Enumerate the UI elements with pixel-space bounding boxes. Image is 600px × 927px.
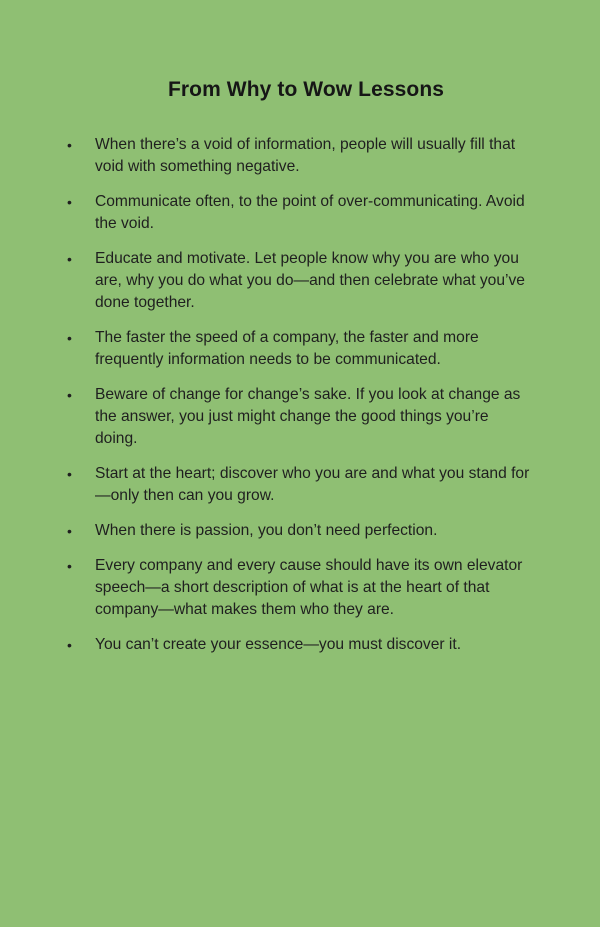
lesson-text: Educate and motivate. Let people know why you are who you are, why you do what you do—and then celebrate what you’ve done together. — [95, 250, 525, 311]
lessons-list — [64, 134, 534, 669]
lesson-text: Start at the heart; discover who you are and what you stand for—only then can you grow. — [95, 465, 530, 504]
list-item — [64, 520, 534, 542]
list-item — [64, 248, 534, 314]
list-item — [64, 555, 534, 621]
lesson-text: When there’s a void of information, people will usually fill that void with something negative. — [95, 136, 516, 175]
page-title: From Why to Wow Lessons — [167, 78, 445, 101]
lesson-text: The faster the speed of a company, the faster and more frequently information needs to be communicated. — [95, 329, 479, 368]
list-item — [64, 191, 534, 235]
bullet-icon: • — [67, 137, 72, 153]
lesson-text: When there is passion, you don’t need perfection. — [95, 522, 438, 539]
bullet-icon: • — [67, 466, 72, 482]
list-item — [64, 634, 534, 656]
bullet-icon: • — [67, 194, 72, 210]
bullet-icon: • — [67, 330, 72, 346]
bullet-icon: • — [67, 558, 72, 574]
lesson-text: Every company and every cause should have its own elevator speech—a short description of what is at the heart of that company—what makes them who they are. — [95, 557, 523, 618]
bullet-icon: • — [67, 387, 72, 403]
list-item — [64, 463, 534, 507]
list-item — [64, 384, 534, 450]
lesson-text: You can’t create your essence—you must discover it. — [95, 636, 462, 653]
lesson-text: Beware of change for change’s sake. If you look at change as the answer, you just might change the good things you’re doing. — [95, 386, 521, 447]
bullet-icon: • — [67, 637, 72, 653]
list-item — [64, 327, 534, 371]
lesson-text: Communicate often, to the point of over-communicating. Avoid the void. — [95, 193, 525, 232]
bullet-icon: • — [67, 523, 72, 539]
list-item — [64, 134, 534, 178]
bullet-icon: • — [67, 251, 72, 267]
